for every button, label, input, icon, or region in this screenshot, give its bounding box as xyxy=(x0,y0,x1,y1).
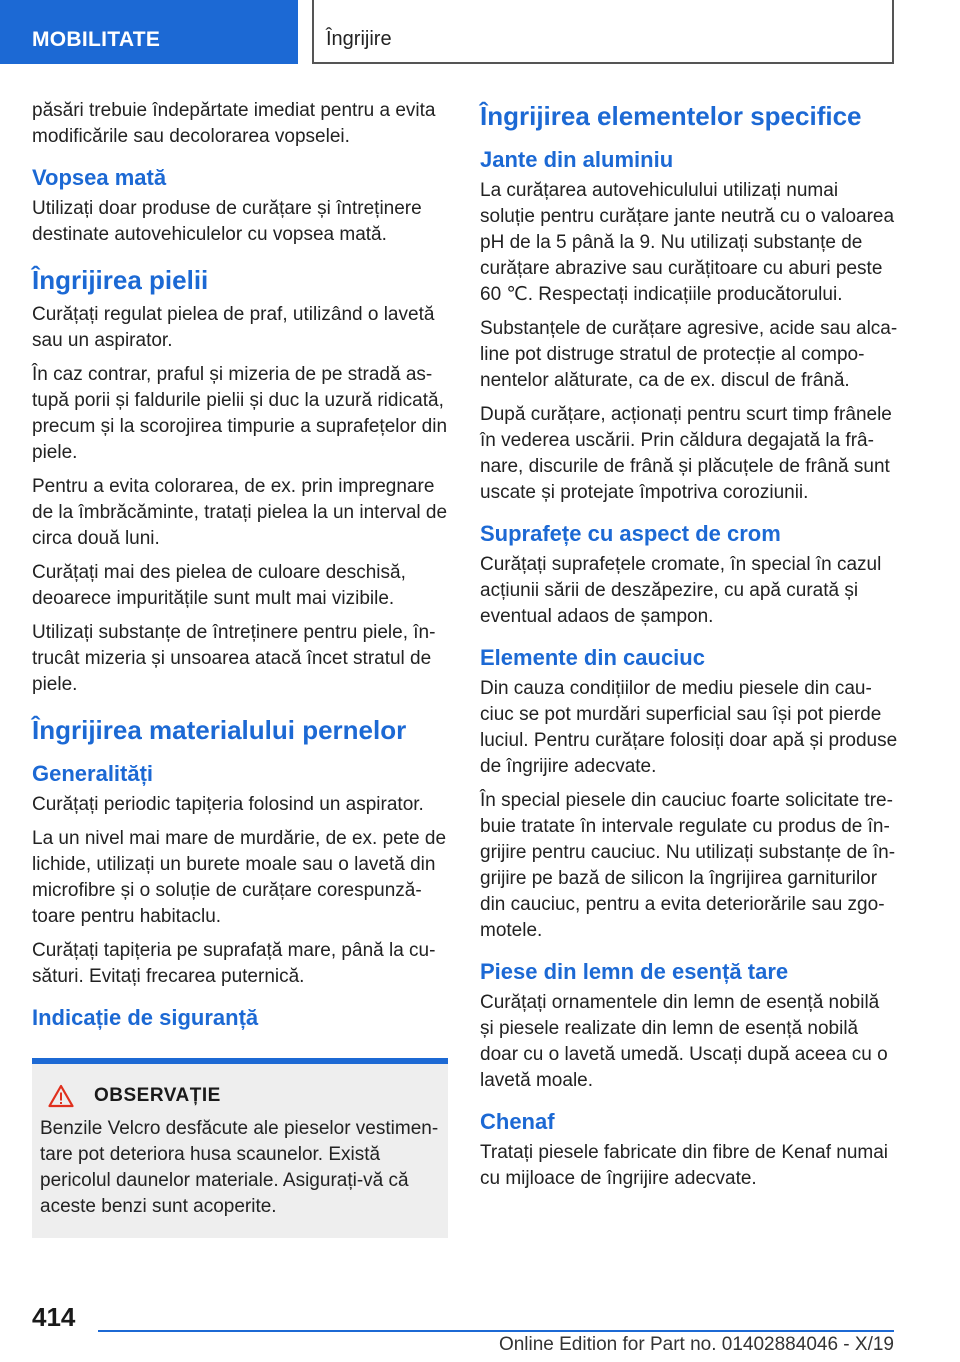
chapter-tab xyxy=(312,0,894,64)
intro-paragraph: păsări trebuie îndepărtate imediat pentru a evita modificările sau decolorarea vopselei. xyxy=(32,100,436,147)
section-tab xyxy=(0,0,298,64)
rims-paragraph-3: După curățare, acționați pentru scurt timp frânele în vederea uscării. Prin căldura degajată la frânare, discurile de frână și plăcuțele de frână sunt uscate și protejate împotriva coroziunii. xyxy=(480,404,892,503)
general-paragraph-2: La un nivel mai mare de murdărie, de ex. pete de lichide, utilizați un burete moale sau o lavetă din microfibre și o soluție de curățare corespunzătoare pentru habitaclu. xyxy=(32,828,447,927)
safety-note-heading: Indicație de siguranță xyxy=(32,1005,259,1030)
hardwood-heading: Piese din lemn de esență tare xyxy=(480,959,789,984)
hardwood-paragraph: Curățați ornamentele din lemn de esență nobilă și piesele realizate din lemn de esență nobilă doar cu o lavetă umedă. Uscați după aceea cu o lavetă moale. xyxy=(480,992,888,1091)
section-title: MOBILITATE xyxy=(32,28,161,51)
kenaf-paragraph: Tratați piesele fabricate din fibre de Kenaf numai cu mijloace de îngrijire adecvate. xyxy=(480,1142,889,1189)
rubber-heading: Elemente din cauciuc xyxy=(480,645,705,670)
matte-paint-heading: Vopsea mată xyxy=(32,165,167,190)
footer-divider xyxy=(98,1330,894,1332)
footer-edition: Online Edition for Part no. 01402884046 - X/19 xyxy=(498,1334,894,1355)
rubber-paragraph-2: În special piesele din cauciuc foarte solicitate trebuie tratate în intervale regulate cu produs de îngrijire pentru cauciuc. Nu utilizați substanțe de îngrijire pe bază de silicon la îngrijirea garniturilor din cauciuc, pentru a evita deteriorările sau zgomotele. xyxy=(480,790,896,941)
alloy-rims-heading: Jante din aluminiu xyxy=(480,147,674,172)
leather-paragraph-2: În caz contrar, praful și mizeria de pe stradă astupă porii și faldurile pielii și duc la uzură ridicată, precum și la scorojirea timpurie a suprafețelor din piele. xyxy=(32,364,448,463)
general-paragraph-1: Curățați periodic tapițeria folosind un aspirator. xyxy=(32,794,424,815)
matte-paint-paragraph: Utilizați doar produse de curățare și întreținere destinate autovehiculelor cu vopsea mată. xyxy=(32,198,422,245)
specific-care-heading: Îngrijirea elementelor specifice xyxy=(480,101,862,131)
general-paragraph-3: Curățați tapițeria pe suprafață mare, până la cusături. Evitați frecarea puternică. xyxy=(32,940,436,987)
chapter-title: Îngrijire xyxy=(326,28,392,50)
general-heading: Generalități xyxy=(32,761,154,786)
chrome-heading: Suprafețe cu aspect de crom xyxy=(480,521,781,546)
page-number: 414 xyxy=(32,1302,76,1332)
cushion-care-heading: Îngrijirea materialului pernelor xyxy=(32,715,407,745)
rims-paragraph-1: La curățarea autovehiculului utilizați numai soluție pentru curățare jante neutră cu o valoarea pH de la 5 până la 9. Nu utilizați substanțe de curățare abrazive sau curățitoare cu aburi peste 60 ℃. Respectați indicațiile producătorului. xyxy=(480,180,895,305)
leather-paragraph-1: Curățați regulat pielea de praf, utilizând o lavetă sau un aspirator. xyxy=(32,304,435,351)
warning-box xyxy=(32,1058,448,1238)
rims-paragraph-2: Substanțele de curățare agresive, acide sau alcaline pot distruge stratul de protecție al componentelor alăturate, ca de ex. discul de frână. xyxy=(480,318,898,391)
warning-triangle-icon xyxy=(48,1084,74,1108)
leather-paragraph-4: Curățați mai des pielea de culoare deschisă, deoarece impuritățile sunt mult mai vizibile. xyxy=(32,562,406,609)
rubber-paragraph-1: Din cauza condițiilor de mediu piesele din cauciuc se pot murdări superficial sau își pot pierde luciul. Pentru curățare folosiți doar apă și produse de îngrijire adecvate. xyxy=(480,678,898,777)
warning-text: Benzile Velcro desfăcute ale pieselor vestimentare pot deteriora husa scaunelor. Există pericolul daunelor materiale. Asigurați-vă că aceste benzi sunt acoperite. xyxy=(40,1118,439,1217)
left-column xyxy=(32,98,448,1238)
warning-title: OBSERVAȚIE xyxy=(94,1085,221,1106)
right-column xyxy=(480,98,898,1200)
leather-paragraph-5: Utilizați substanțe de întreținere pentru piele, întrucât mizeria și unsoarea atacă încet stratul de piele. xyxy=(32,622,436,695)
leather-care-heading: Îngrijirea pielii xyxy=(32,265,209,295)
leather-paragraph-3: Pentru a evita colorarea, de ex. prin impregnare de la îmbrăcăminte, tratați pielea la un interval de circa două luni. xyxy=(32,476,448,549)
chrome-paragraph: Curățați suprafețele cromate, în special în cazul acțiunii sării de deszăpezire, cu apă curată și eventual adaos de șampon. xyxy=(480,554,882,627)
warning-header xyxy=(48,1084,440,1108)
kenaf-heading: Chenaf xyxy=(480,1109,555,1134)
